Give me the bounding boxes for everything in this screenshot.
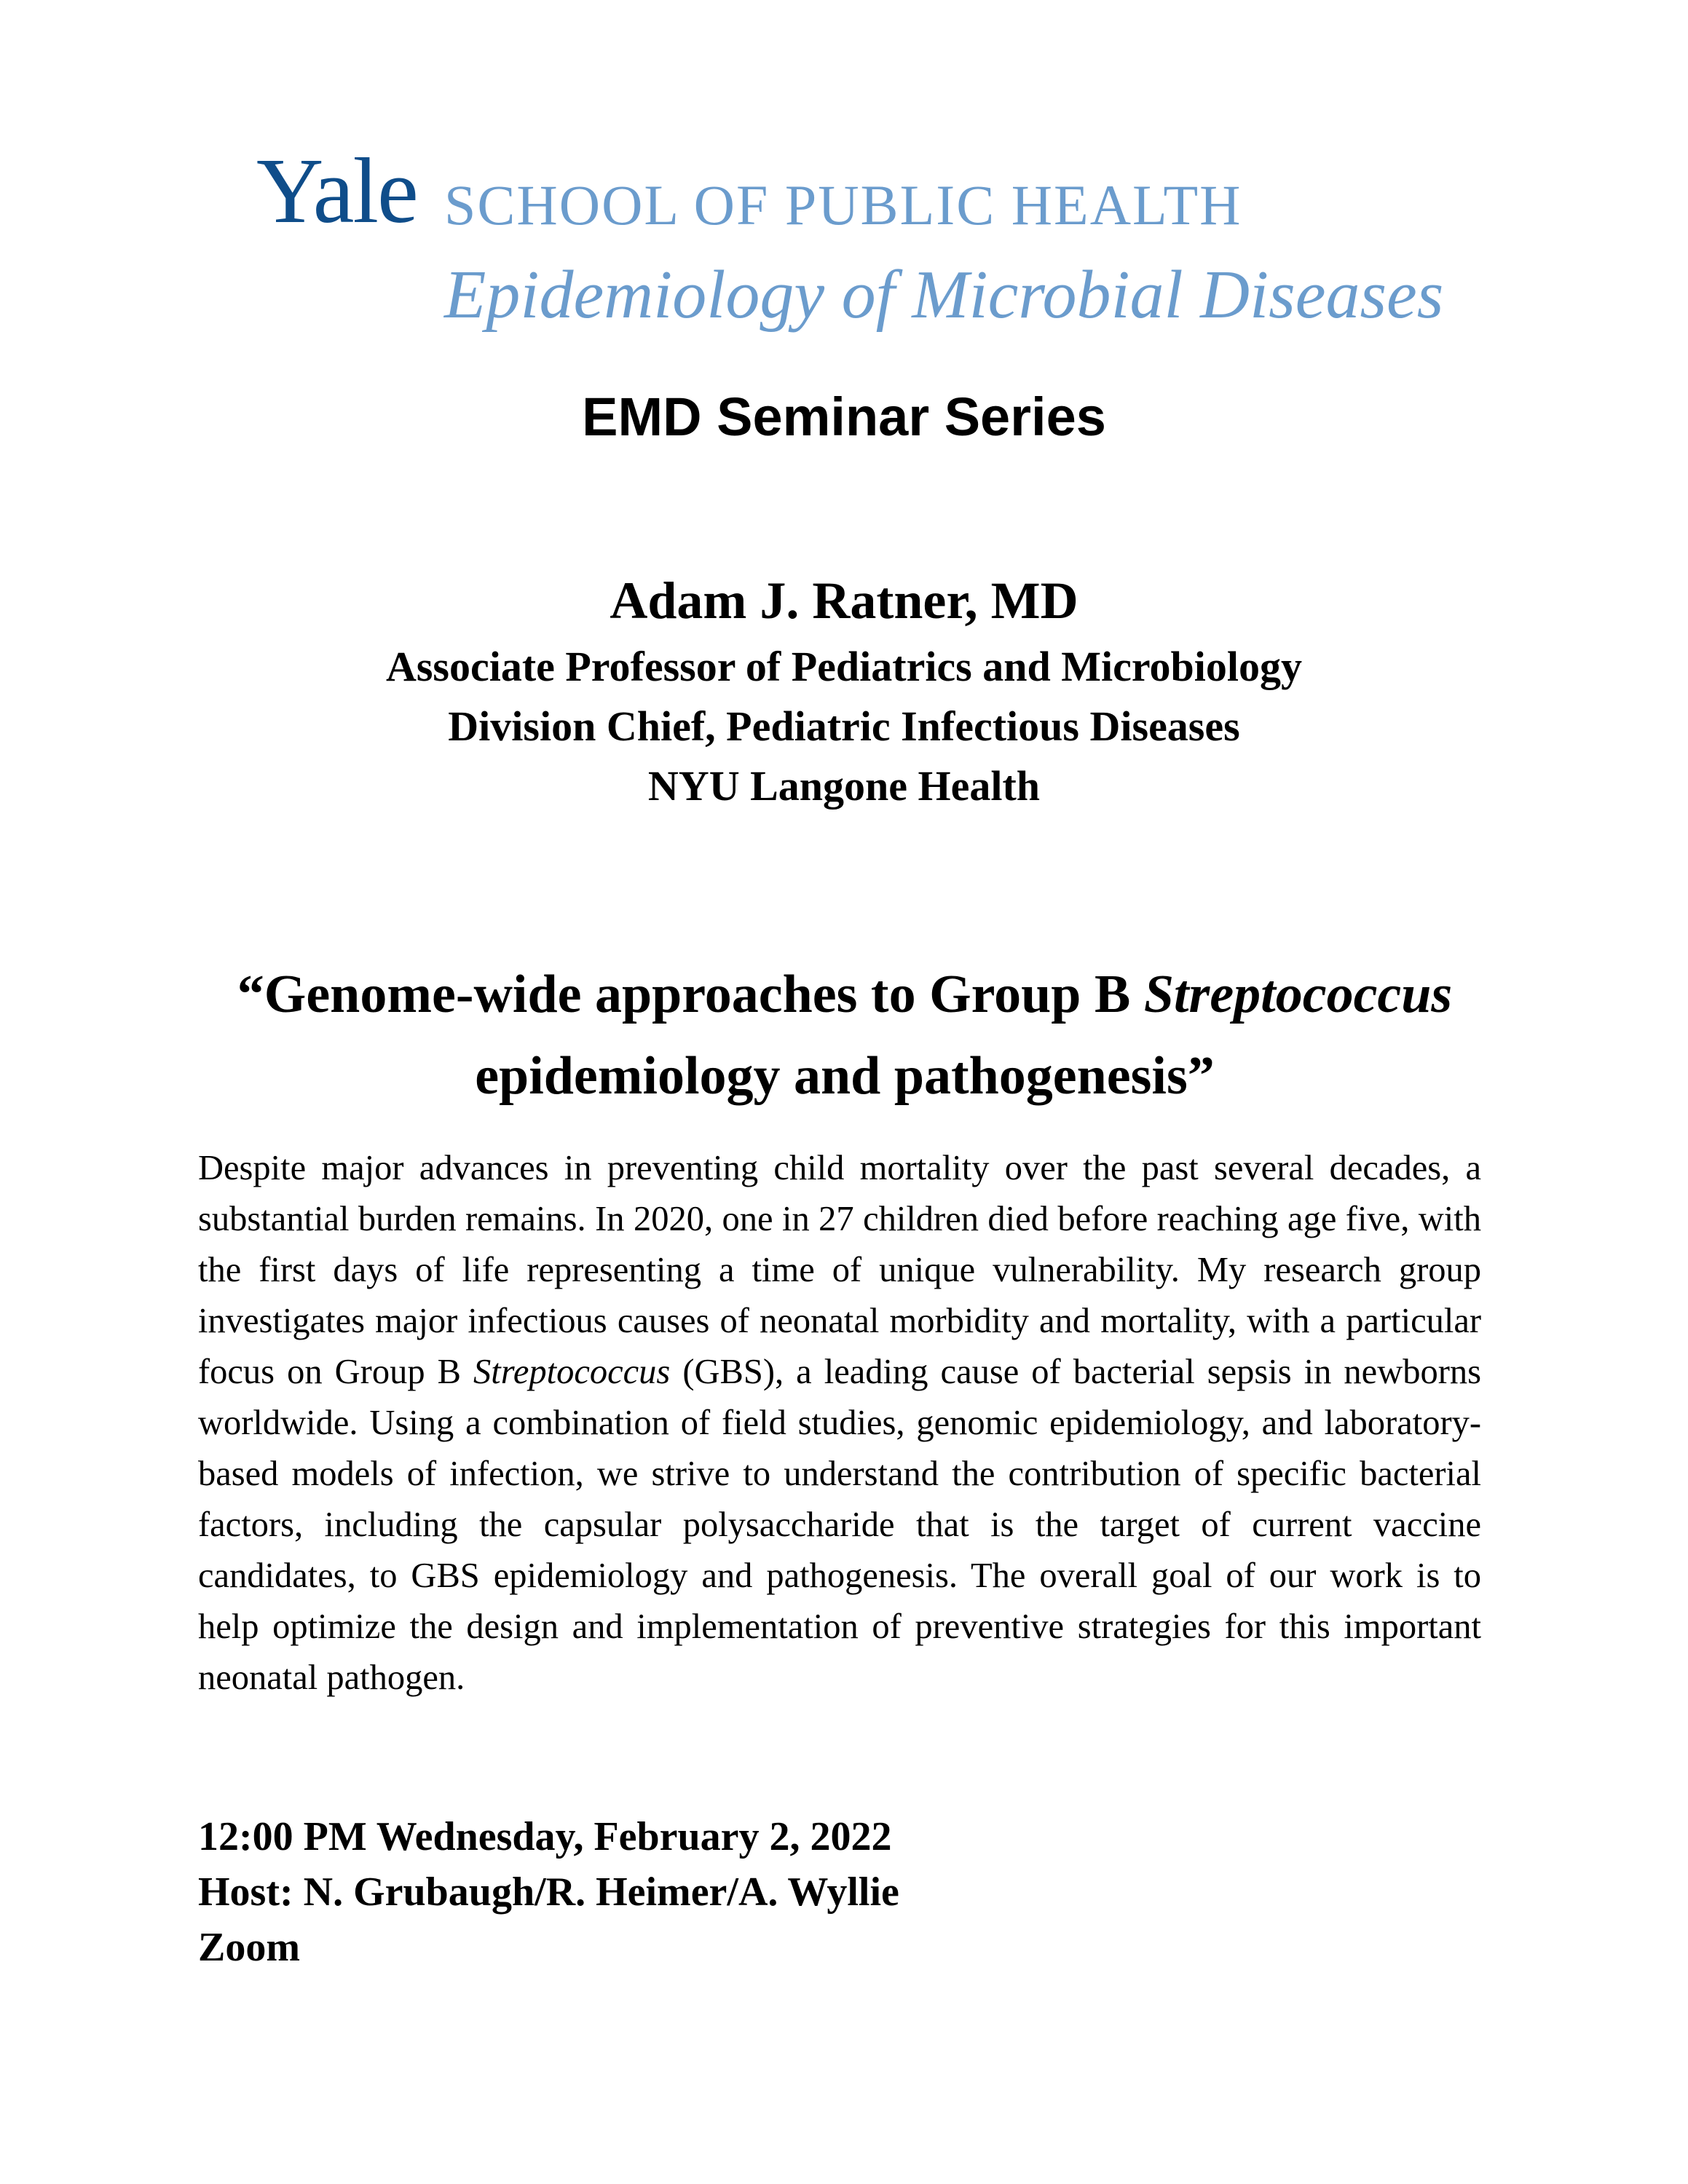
talk-title-part-1: “Genome-wide approaches to Group B (237, 965, 1144, 1024)
speaker-affiliation: NYU Langone Health (647, 762, 1041, 810)
school-name: SCHOOL OF PUBLIC HEALTH (444, 173, 1242, 237)
yale-logo (256, 139, 1242, 242)
event-details (198, 1809, 899, 1975)
speaker-title-1: Associate Professor of Pediatrics and Microbiology (385, 643, 1303, 690)
talk-title-part-2: epidemiology and pathogenesis” (475, 1046, 1215, 1106)
event-host: Host: N. Grubaugh/R. Heimer/A. Wyllie (198, 1870, 899, 1915)
seminar-series-title: EMD Seminar Series (582, 387, 1106, 447)
talk-title (131, 954, 1558, 1117)
abstract-paragraph (198, 1143, 1481, 1704)
abstract-part-2: (GBS), a leading cause of bacterial sepsis in newborns worldwide. Using a combination of field studies, genomic epidemiology, and laboratory-based models of infection, we strive to understand the contribution of specific bacterial factors, including the capsular polysaccharide that is the target of current vaccine candidates, to GBS epidemiology and pathogenesis. The overall goal of our work is to help optimize the design and implementation of preventive strategies for this important neonatal pathogen. (198, 1353, 1481, 1697)
abstract-part-1: Despite major advances in preventing child mortality over the past several decades, a substantial burden remains. In 2020, one in 27 children died before reaching age five, with the first days of life representing a time of unique vulnerability. My research group investigates major infectious causes of neonatal morbidity and mortality, with a particular focus on Group B (198, 1149, 1481, 1391)
speaker-block (0, 564, 1688, 816)
event-datetime: 12:00 PM Wednesday, February 2, 2022 (198, 1814, 892, 1859)
event-location: Zoom (198, 1925, 300, 1970)
speaker-title-2: Division Chief, Pediatric Infectious Diseases (448, 703, 1240, 750)
abstract-italic: Streptococcus (473, 1353, 671, 1391)
talk-title-italic: Streptococcus (1143, 965, 1453, 1024)
yale-wordmark: Yale (256, 139, 417, 242)
speaker-name: Adam J. Ratner, MD (610, 571, 1078, 630)
department-name: Epidemiology of Microbial Diseases (444, 257, 1444, 333)
